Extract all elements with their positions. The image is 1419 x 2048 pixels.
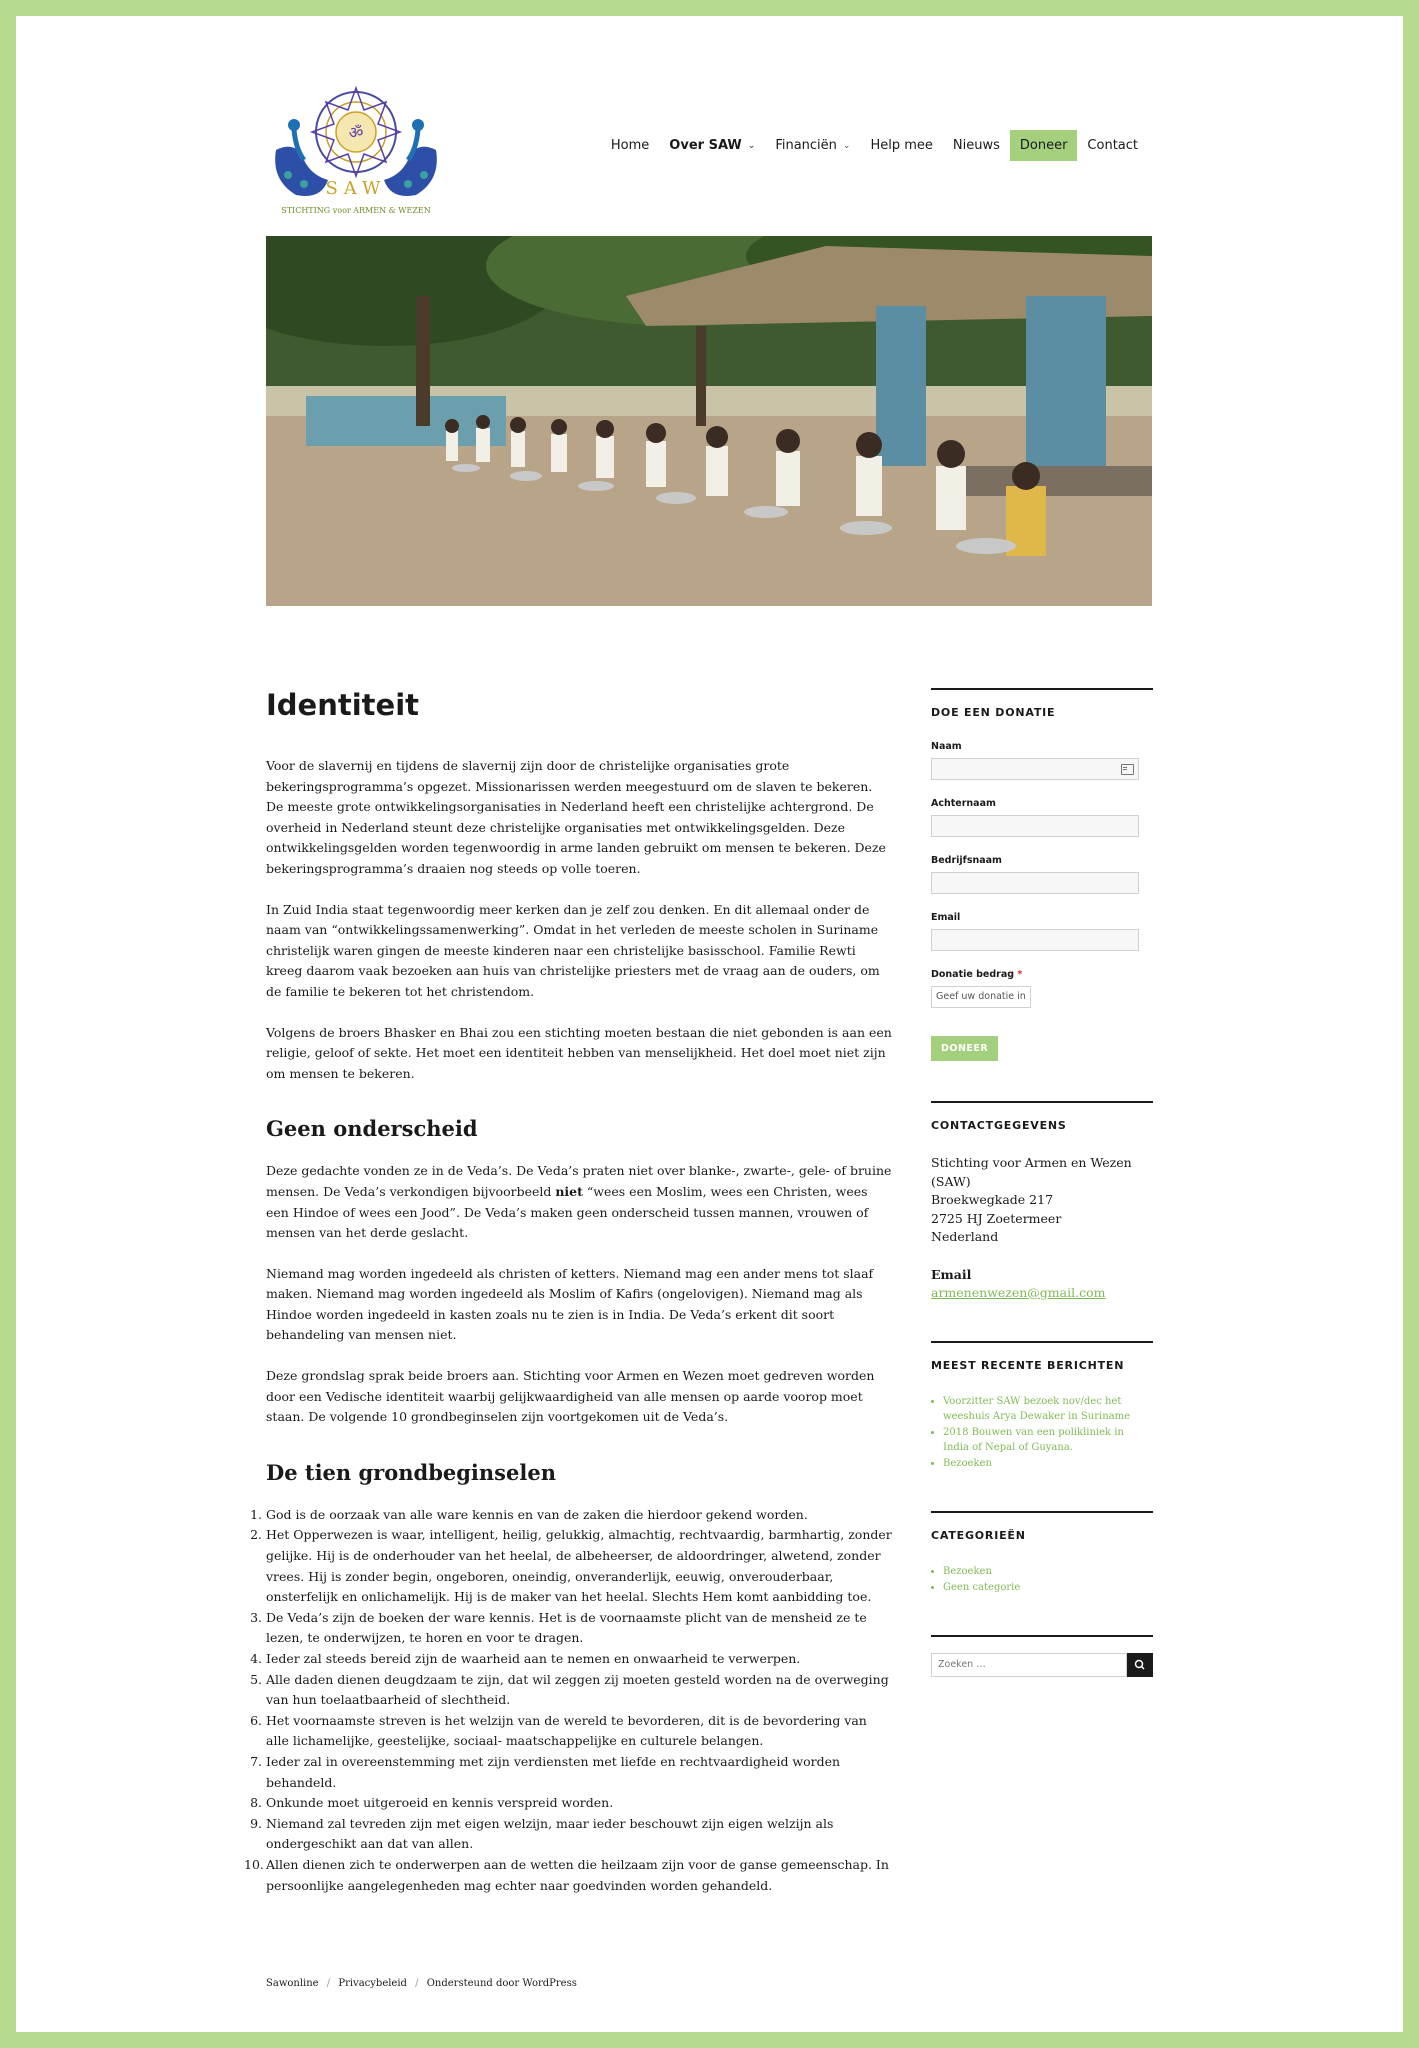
- name-label: Naam: [931, 741, 962, 752]
- email-field[interactable]: [931, 929, 1139, 951]
- categories-list: [931, 1564, 1153, 1595]
- list-item: 4. Ieder zal steeds bereid zijn de waarheid aan te nemen en onwaarheid te verwerpen.: [250, 1651, 801, 1666]
- lastname-label: Achternaam: [931, 798, 996, 809]
- footer-separator: /: [415, 1978, 419, 1989]
- main-content: [244, 688, 892, 1896]
- mandala-icon: [312, 88, 400, 176]
- recent-posts-list: [931, 1394, 1153, 1472]
- logo-subtitle: STICHTING voor ARMEN & WEZEN: [281, 206, 431, 215]
- list-item: 8. Onkunde moet uitgeroeid en kennis verspreid worden.: [250, 1795, 614, 1811]
- nav-nieuws[interactable]: Nieuws: [952, 138, 1000, 153]
- address-line: Broekwegkade 217: [931, 1192, 1054, 1207]
- search-form: [931, 1653, 1153, 1677]
- footer-link-wordpress[interactable]: Ondersteund door WordPress: [426, 1978, 577, 1989]
- nav-help-mee[interactable]: Help mee: [870, 138, 933, 153]
- widget-title: DOE EEN DONATIE: [931, 706, 1056, 719]
- principles-list: [244, 1505, 892, 1896]
- list-item: 2. Het Opperwezen is waar, intelligent, heilig, gelukkig, almachtig, rechtvaardig, barmhartig, zonder gelijke. Hij is de onderhouder van het heelal, de albeheerser, de aldoordringer, alwetend, zonder vrees. Hij is zonder begin, ongeboren, oneindig, onveranderlijk, eeuwig, onverouderbaar, onsterfelijk en onlichamelijk. Hij is de maker van het heelal. Slechts Hem komt aanbidding toe.: [250, 1527, 892, 1605]
- amount-label: Donatie bedrag *: [931, 969, 1023, 980]
- page-frame: [16, 16, 1403, 2032]
- chevron-down-icon: ⌄: [747, 140, 756, 151]
- list-item: 9. Niemand zal tevreden zijn met eigen welzijn, maar ieder beschouwt zijn eigen welzijn als ondergeschikt aan dat van allen.: [250, 1815, 834, 1852]
- donate-button[interactable]: DONEER: [931, 1036, 998, 1061]
- intro-paragraph-2: In Zuid India staat tegenwoordig meer kerken dan je zelf zou denken. En dit allemaal onder de naam van “ontwikkelingssamenwerking”. Omdat in het verleden de meeste scholen in Suriname christelijk waren gingen de meeste kinderen naar een christelijke basisschool. Familie Rewti kreeg daarom vaak bezoeken aan huis van christelijke priesters met de vraag aan de ouders, om de familie te bekeren tot het christendom.: [266, 901, 880, 999]
- footer-link-sawonline[interactable]: Sawonline: [266, 1978, 319, 1989]
- list-item: 1. God is de oorzaak van alle ware kennis en van de zaken die hierdoor gekend worden.: [250, 1506, 808, 1522]
- widget-title: CONTACTGEGEVENS: [931, 1119, 1067, 1132]
- email-label: Email: [931, 912, 961, 923]
- contact-email-link[interactable]: armenenwezen@gmail.com: [931, 1284, 1106, 1300]
- nav-doneer[interactable]: Doneer: [1010, 130, 1078, 161]
- widget-title: CATEGORIEËN: [931, 1529, 1026, 1542]
- contact-widget: [931, 1101, 1153, 1301]
- svg-text:ॐ: ॐ: [348, 123, 364, 142]
- widget-title: MEEST RECENTE BERICHTEN: [931, 1358, 1125, 1372]
- chevron-down-icon: ⌄: [842, 140, 851, 151]
- intro-paragraph-3: Volgens de broers Bhasker en Bhai zou een stichting moeten bestaan die niet gebonden is aan een religie, geloof of sekte. Het moet een identiteit hebben van menselijkheid. Het doel moet niet zijn om mensen te bekeren.: [266, 1024, 892, 1081]
- search-icon: [1127, 1653, 1153, 1677]
- company-label: Bedrijfsnaam: [931, 855, 1002, 866]
- section-heading-grondbeginselen: De tien grondbeginselen: [266, 1459, 556, 1485]
- nav-home[interactable]: Home: [610, 138, 650, 153]
- search-input[interactable]: Zoeken …: [931, 1653, 1127, 1677]
- contact-email-label: Email: [931, 1266, 972, 1282]
- recent-post-link[interactable]: • 2018 Bouwen van een polikliniek in India of Nepal of Guyana.: [943, 1425, 1153, 1456]
- category-link[interactable]: • Geen categorie: [943, 1580, 1153, 1596]
- categories-widget: [931, 1511, 1153, 1595]
- contact-card-icon: [1121, 764, 1134, 775]
- section2-paragraph-3: Deze grondslag sprak beide broers aan. Stichting voor Armen en Wezen moet gedreven worden door een Vedische identiteit waarbij gelijkwaardigheid van alle mensen op aarde voorop moet staan. De volgende 10 grondbeginselen zijn voortgekomen uit de Veda’s.: [266, 1368, 875, 1425]
- site-logo[interactable]: [266, 80, 446, 230]
- address-line: Nederland: [931, 1229, 999, 1244]
- recent-posts-widget: [931, 1341, 1153, 1472]
- section2-paragraph-1: Deze gedachte vonden ze in de Veda’s. De Veda’s praten niet over blanke-, zwarte-, gele- of bruine mensen. De Veda’s verkondigen bijvoorbeeld niet “wees een Moslim, wees een Christen, wees een Hindoe of wees een Jood”. De Veda’s maken geen onderscheid tussen mannen, vrouwen of mensen van het derde geslacht.: [266, 1163, 892, 1241]
- category-link[interactable]: • Bezoeken: [943, 1564, 1153, 1580]
- list-item: 3. De Veda’s zijn de boeken der ware kennis. Het is de voornaamste plicht van de mensheid ze te lezen, te onderwijzen, te horen en voor te dragen.: [250, 1609, 867, 1646]
- header-image: [266, 236, 1152, 606]
- nav-contact[interactable]: Contact: [1087, 138, 1138, 153]
- amount-field[interactable]: Geef uw donatie in: [931, 986, 1031, 1008]
- search-button[interactable]: [1127, 1653, 1153, 1677]
- list-item: 5. Alle daden dienen deugdzaam te zijn, dat wil zeggen zij moeten gesteld worden na de overweging van hun toelaatbaarheid of slechtheid.: [250, 1671, 889, 1708]
- recent-post-link[interactable]: • Bezoeken: [943, 1456, 1153, 1472]
- section-heading-geen-onderscheid: Geen onderscheid: [266, 1116, 478, 1142]
- footer-link-privacy[interactable]: Privacybeleid: [338, 1978, 407, 1989]
- name-field[interactable]: [931, 758, 1139, 780]
- search-widget: [931, 1635, 1153, 1677]
- nav-over-saw[interactable]: Over SAW ⌄: [669, 138, 756, 153]
- company-field[interactable]: [931, 872, 1139, 894]
- required-mark: *: [1017, 969, 1023, 980]
- sidebar: [931, 688, 1153, 1717]
- logo-text: SAW: [325, 178, 387, 199]
- nav-financien[interactable]: Financiën ⌄: [775, 138, 851, 153]
- recent-post-link[interactable]: • Voorzitter SAW bezoek nov/dec het weeshuis Arya Dewaker in Suriname: [943, 1394, 1153, 1425]
- lastname-field[interactable]: [931, 815, 1139, 837]
- section2-paragraph-2: Niemand mag worden ingedeeld als christen of ketters. Niemand mag een ander mens tot slaaf maken. Niemand mag worden ingedeeld als Moslim of Kafirs (ongelovigen). Niemand mag als Hindoe worden ingedeeld in kasten zoals nu te zien is in India. De Veda’s erkent dit soort behandeling van mensen niet.: [266, 1265, 874, 1343]
- list-item: 7. Ieder zal in overeenstemming met zijn verdiensten met liefde en rechtvaardigheid worden behandeld.: [250, 1753, 841, 1790]
- list-item: 6. Het voornaamste streven is het welzijn van de wereld te bevorderen, dit is de bevordering van alle lichamelijke, geestelijke, sociaal- maatschappelijke en culturele belangen.: [250, 1712, 867, 1749]
- donation-widget: [931, 688, 1153, 1061]
- site-footer: [266, 1978, 577, 1989]
- main-nav: [601, 130, 1148, 161]
- peacock-right-icon: [384, 119, 437, 196]
- footer-separator: /: [326, 1978, 331, 1989]
- peacock-left-icon: [275, 119, 328, 196]
- intro-paragraph-1: Voor de slavernij en tijdens de slavernij zijn door de christelijke organisaties grote bekeringsprogramma’s opgezet. Missionarissen werden meegestuurd om de slaven te bekeren. De meeste grote ontwikkelingsorganisaties in Nederland heeft een christelijke achtergrond. De overheid in Nederland steunt deze christelijke organisaties met ontwikkelingsgelden. Deze ontwikkelingsgelden worden tegenwoordig in arme landen gebruikt om mensen te bekeren. Deze bekeringsprogramma’s draaien nog steeds op volle toeren.: [266, 758, 886, 876]
- address-line: Stichting voor Armen en Wezen (SAW): [931, 1155, 1132, 1189]
- page-title: Identiteit: [266, 688, 420, 722]
- list-item: 10. Allen dienen zich te onderwerpen aan de wetten die heilzaam zijn voor de ganse gemeenschap. In persoonlijke aangelegenheden mag echter naar goedvinden worden gehandeld.: [244, 1856, 889, 1893]
- address-line: 2725 HJ Zoetermeer: [931, 1210, 1062, 1226]
